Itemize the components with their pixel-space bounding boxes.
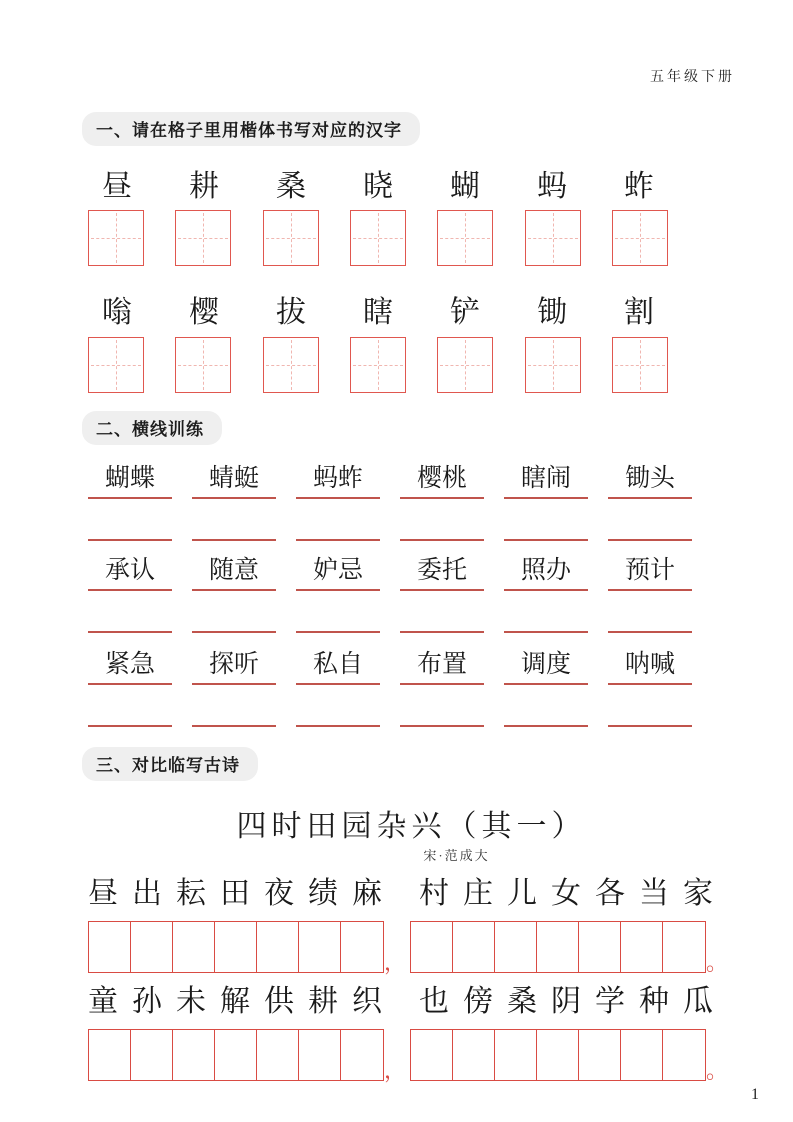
copy-grid-cell [453, 922, 495, 972]
comma-mark: ， [384, 950, 407, 975]
vocabulary-word: 锄头 [608, 461, 692, 499]
page-number: 1 [751, 1086, 759, 1103]
copy-grid-cell [341, 922, 383, 972]
copy-grid-cell [131, 1030, 173, 1080]
vocabulary-word: 蜻蜓 [192, 461, 276, 499]
practice-grid-row [88, 210, 668, 266]
copy-grid-cell [299, 1030, 341, 1080]
copy-grid-cell [621, 1030, 663, 1080]
copy-grid-cell [215, 1030, 257, 1080]
model-character: 蚂 [537, 170, 567, 203]
copy-grid-cell [495, 1030, 537, 1080]
section1-heading: 一、请在格子里用楷体书写对应的汉字 [82, 112, 420, 146]
model-character: 割 [624, 296, 654, 329]
section3-heading: 三、对比临写古诗 [82, 747, 258, 781]
practice-grid-row [88, 337, 668, 393]
practice-grid-box [175, 210, 231, 266]
model-character: 蝴 [450, 170, 480, 203]
copy-grid-strip [88, 1029, 384, 1081]
grid-guide-vertical [465, 213, 466, 263]
model-character: 桑 [276, 170, 306, 203]
poem-verse-right: 也傍桑阴学种瓜 [419, 985, 727, 1018]
practice-grid-box [612, 337, 668, 393]
vocabulary-word: 呐喊 [608, 647, 692, 685]
period-mark: 。 [706, 1058, 729, 1083]
vocabulary-word: 承认 [88, 553, 172, 591]
copy-grid-cell [89, 1030, 131, 1080]
grid-guide-vertical [640, 340, 641, 390]
practice-grid-box [175, 337, 231, 393]
model-character: 蚱 [624, 170, 654, 203]
poem-verse-left: 昼出耘田夜绩麻 [88, 877, 396, 910]
copy-grid-cell [215, 922, 257, 972]
copy-grid-cell [411, 1030, 453, 1080]
grid-guide-vertical [640, 213, 641, 263]
practice-line-row [88, 499, 692, 541]
copy-grid-cell [663, 1030, 705, 1080]
practice-grid-box [612, 210, 668, 266]
practice-line [192, 591, 276, 633]
vocabulary-word: 预计 [608, 553, 692, 591]
model-character: 晓 [363, 170, 393, 203]
model-character-row [88, 292, 668, 334]
practice-line [400, 591, 484, 633]
practice-line [608, 499, 692, 541]
model-character: 昼 [102, 170, 132, 203]
practice-line [88, 591, 172, 633]
practice-line [504, 685, 588, 727]
copy-grid-cell [663, 922, 705, 972]
copy-grid-strip [410, 1029, 706, 1081]
practice-line-row [88, 685, 692, 727]
practice-grid-box [437, 210, 493, 266]
practice-grid-box [88, 337, 144, 393]
practice-grid-box [437, 337, 493, 393]
copy-grid-cell [495, 922, 537, 972]
grid-guide-vertical [378, 340, 379, 390]
grid-guide-vertical [116, 340, 117, 390]
vocabulary-word: 探听 [192, 647, 276, 685]
vocabulary-word: 布置 [400, 647, 484, 685]
model-character: 铲 [450, 296, 480, 329]
vocabulary-word: 随意 [192, 553, 276, 591]
practice-line [296, 685, 380, 727]
comma-mark: ， [384, 1058, 407, 1083]
copy-grid-strip [410, 921, 706, 973]
copy-grid-cell [579, 922, 621, 972]
grid-guide-vertical [553, 213, 554, 263]
vocabulary-word: 瞎闹 [504, 461, 588, 499]
grid-guide-vertical [203, 340, 204, 390]
grid-guide-vertical [203, 213, 204, 263]
practice-line [192, 685, 276, 727]
poem-verse-row [88, 873, 735, 915]
practice-line [400, 499, 484, 541]
period-mark: 。 [706, 950, 729, 975]
vocabulary-word: 妒忌 [296, 553, 380, 591]
practice-grid-box [263, 337, 319, 393]
practice-line [608, 685, 692, 727]
practice-line [504, 499, 588, 541]
copy-grid-row [88, 921, 735, 973]
practice-line [296, 591, 380, 633]
copy-grid-cell [257, 922, 299, 972]
model-character: 耕 [189, 170, 219, 203]
vocabulary-word: 樱桃 [400, 461, 484, 499]
copy-grid-cell [579, 1030, 621, 1080]
vocabulary-word: 调度 [504, 647, 588, 685]
grid-guide-vertical [465, 340, 466, 390]
practice-line [88, 499, 172, 541]
practice-grid-box [263, 210, 319, 266]
model-character: 拔 [276, 296, 306, 329]
copy-grid-cell [299, 922, 341, 972]
practice-grid-box [525, 337, 581, 393]
copy-grid-cell [89, 922, 131, 972]
practice-grid-box [88, 210, 144, 266]
vocabulary-word: 蝴蝶 [88, 461, 172, 499]
copy-grid-cell [257, 1030, 299, 1080]
vocabulary-word-row [88, 461, 692, 499]
practice-line [88, 685, 172, 727]
copy-grid-cell [621, 922, 663, 972]
copy-grid-cell [173, 1030, 215, 1080]
poem-verse-left: 童孙未解供耕织 [88, 985, 396, 1018]
grid-guide-vertical [291, 213, 292, 263]
copy-grid-cell [411, 922, 453, 972]
copy-grid-cell [453, 1030, 495, 1080]
poem-verse-right: 村庄儿女各当家 [419, 877, 727, 910]
copy-grid-cell [537, 1030, 579, 1080]
poem-verse-row [88, 981, 735, 1023]
grid-guide-vertical [116, 213, 117, 263]
grid-guide-vertical [378, 213, 379, 263]
model-character-row [88, 166, 668, 208]
model-character: 嗡 [102, 296, 132, 329]
poem-title: 四时田园杂兴（其一） [236, 810, 587, 843]
practice-grid-box [350, 337, 406, 393]
practice-line-row [88, 591, 692, 633]
grid-guide-vertical [291, 340, 292, 390]
vocabulary-word-row [88, 647, 692, 685]
vocabulary-word: 紧急 [88, 647, 172, 685]
copy-grid-cell [173, 922, 215, 972]
practice-line [608, 591, 692, 633]
copy-grid-strip [88, 921, 384, 973]
poem-author: 宋·范成大 [423, 848, 490, 863]
copy-grid-cell [131, 922, 173, 972]
copy-grid-cell [537, 922, 579, 972]
page-header-label: 五年级下册 [650, 70, 735, 85]
model-character: 樱 [189, 296, 219, 329]
practice-grid-box [350, 210, 406, 266]
vocabulary-word: 私自 [296, 647, 380, 685]
vocabulary-word: 照办 [504, 553, 588, 591]
practice-grid-box [525, 210, 581, 266]
practice-line [296, 499, 380, 541]
vocabulary-word-row [88, 553, 692, 591]
copy-grid-cell [341, 1030, 383, 1080]
model-character: 瞎 [363, 296, 393, 329]
practice-line [400, 685, 484, 727]
model-character: 锄 [537, 296, 567, 329]
vocabulary-word: 委托 [400, 553, 484, 591]
vocabulary-word: 蚂蚱 [296, 461, 380, 499]
copy-grid-row [88, 1029, 735, 1081]
practice-line [504, 591, 588, 633]
grid-guide-vertical [553, 340, 554, 390]
practice-line [192, 499, 276, 541]
section2-heading: 二、横线训练 [82, 411, 222, 445]
